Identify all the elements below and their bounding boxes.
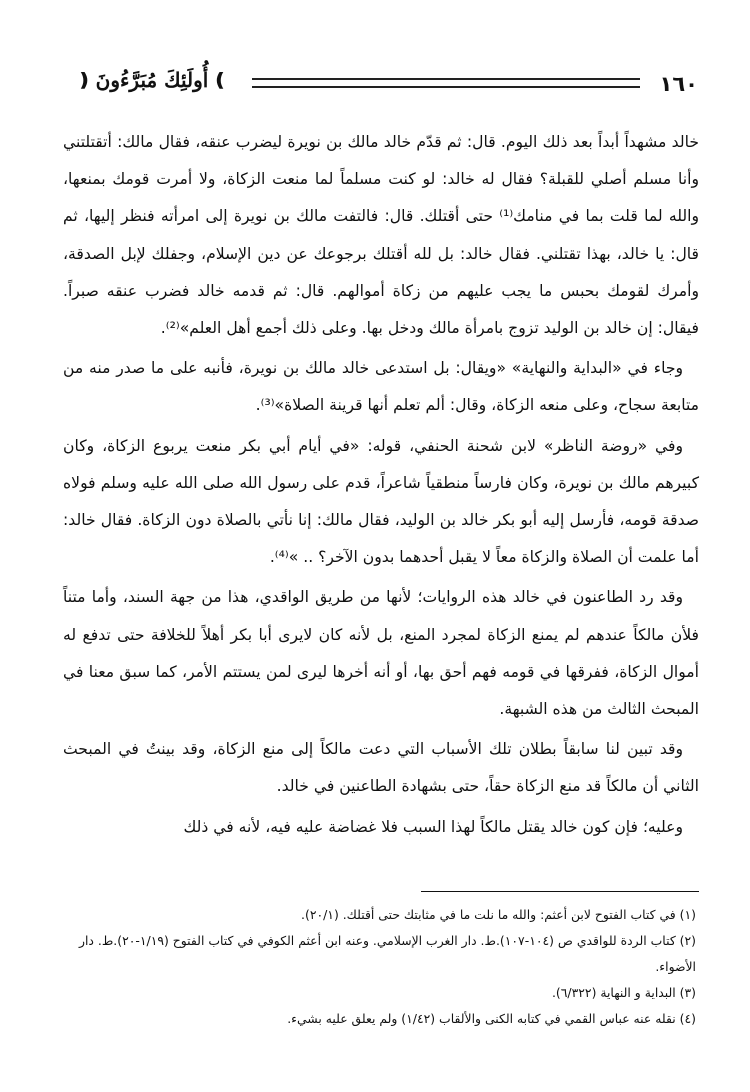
ornament-right: ❫ xyxy=(212,69,228,91)
paragraph-6: وعليه؛ فإن كون خالد يقتل مالكاً لهذا السبب فلا غضاضة عليه فيه، لأنه في ذلك xyxy=(183,817,683,836)
running-title xyxy=(62,62,242,98)
footnote-separator xyxy=(421,891,699,892)
paragraph-3: وفي «روضة الناظر» لابن شحنة الحنفي، قوله: «في أيام أبي بكر منعت يربوع الزكاة، وكان كبيرهم مالك بن نويرة، وكان فارساً منطقياً شاعراً، قدم على رسول الله صلى الله عليه وسلم فولاه صدقة قومه، فأرسل إليه أبو بكر خالد بن الوليد، فقال مالك: إنا نأتي بالصلاة دون الزكاة. فقال خالد: أما علمت أن الصلاة والزكاة معاً لا يقبل أحدهما بدون الآخر؟ .. »⁽⁴⁾. xyxy=(63,436,699,567)
main-text xyxy=(63,124,699,849)
header-double-rule xyxy=(252,78,640,88)
footnote-4: (٤) نقله عنه عباس القمي في كتابه الكنى والألقاب (١/٤٢) ولم يعلق عليه بشيء. xyxy=(287,1011,696,1026)
paragraph-1: خالد مشهداً أبداً بعد ذلك اليوم. قال: ثم قدّم خالد مالك بن نويرة ليضرب عنقه، فقال مالك: أتقتلتني وأنا مسلم أصلي للقبلة؟ فقال له خالد: لو كنت مسلماً لما منعت الزكاة، ولا أمرت قومك بمنعها، والله لما قلت بما في منامك⁽¹⁾ حتى أقتلك. قال: فالتفت مالك بن نويرة إلى امرأته فنظر إليها، ثم قال: يا خالد، بهذا تقتلني. فقال خالد: بل لله أقتلك برجوعك عن دين الإسلام، وجفلك لإبل الصدقة، وأمرك لقومك بحبس ما يجب عليهم من زكاة أموالهم. قال: ثم قدمه خالد فضرب عنقه صبراً. فيقال: إن خالد بن الوليد تزوج بامرأة مالك ودخل بها. وعلى ذلك أجمع أهل العلم»⁽²⁾. xyxy=(63,133,700,338)
footnotes xyxy=(68,902,696,1032)
book-title: أُولَئِكَ مُبَرَّءُونَ xyxy=(95,68,209,92)
footnote-3: (٣) البداية و النهاية (٦/٣٢٢). xyxy=(551,985,696,1000)
page-number: ١٦٠ xyxy=(659,72,698,96)
footnote-1: (١) في كتاب الفتوح لابن أعثم: والله ما نلت ما في مثابتك حتى أقتلك. (٢٠/١). xyxy=(301,907,696,922)
paragraph-4: وقد رد الطاعنون في خالد هذه الروايات؛ لأنها من طريق الواقدي، هذا من جهة السند، وأما متناً فلأن مالكاً عندهم لم يمنع الزكاة لمجرد المنع، بل لأنه كان لايرى أبا بكر أهلاً للخلافة حتى تدفع له أموال الزكاة، ففرقها في قومه فهم أحق بها، أو أنه أخرها ليرى لمن يستتم الأمر، كما سبق معنا في المبحث الثالث من هذه الشبهة. xyxy=(63,588,699,719)
footnote-2: (٢) كتاب الردة للواقدي ص (١٠٤-١٠٧).ط. دار الغرب الإسلامي. وعنه ابن أعثم الكوفي في كتاب الفتوح (١/١٩-٢٠).ط. دار الأضواء. xyxy=(79,933,696,974)
paragraph-5: وقد تبين لنا سابقاً بطلان تلك الأسباب التي دعت مالكاً إلى منع الزكاة، وقد بينتُ في المبحث الثاني أن مالكاً قد منع الزكاة حقاً، حتى بشهادة الطاعنين في خالد. xyxy=(63,740,699,796)
paragraph-2: وجاء في «البداية والنهاية» «ويقال: بل استدعى خالد مالك بن نويرة، فأنبه على ما صدر منه من متابعة سجاح، وعلى منعه الزكاة، وقال: ألم تعلم أنها قرينة الصلاة»⁽³⁾. xyxy=(63,359,699,415)
page-header xyxy=(62,60,698,100)
ornament-left: ❪ xyxy=(76,69,92,91)
